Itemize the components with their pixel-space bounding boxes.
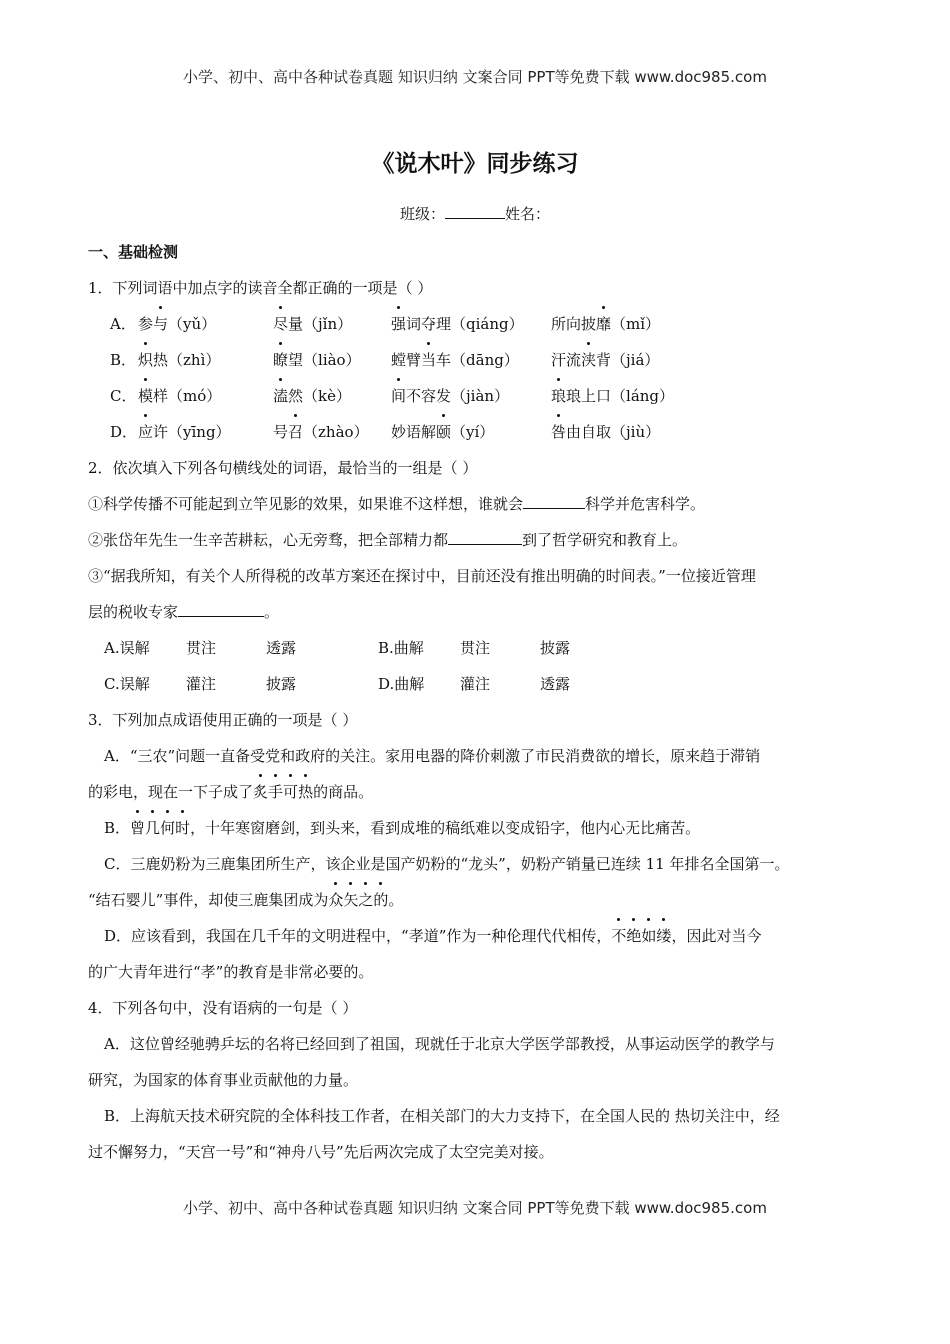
q1-option-label: C．	[110, 387, 137, 405]
q2-option-a-word3: 透露	[266, 639, 297, 657]
emphasis-dot-char: 热	[298, 780, 313, 804]
q2-s3-text: 层的税收专家	[88, 603, 179, 621]
emphasis-dot-char: 炙	[253, 780, 268, 804]
q1-option-label: B．	[110, 351, 137, 369]
emphasis-dot-char: 几	[145, 816, 160, 840]
exercise-content	[88, 236, 878, 1172]
q2-s2-text: ②张岱年先生一生辛苦耕耘，心无旁骛，把全部精力都	[88, 531, 449, 549]
q3-option-a: A．“三农”问题一直备受党和政府的关注。家用电器的降价刺激了市民消费欲的增长，原来趋于滞销	[104, 747, 761, 765]
question-3-stem: 3．下列加点成语使用正确的一项是（ ）	[88, 711, 358, 729]
q1-option-word: 瞭望（liào）	[273, 348, 391, 372]
q1-option-row	[88, 344, 878, 380]
emphasis-dot-char: 强	[391, 312, 406, 336]
emphasis-dot-char: 尽	[273, 312, 288, 336]
q4-option-b-cont: 过不懈努力，“天宫一号”和“神舟八号”先后两次完成了太空完美对接。	[88, 1143, 554, 1161]
name-label: 姓名：	[505, 205, 551, 223]
q2-sentence-1	[88, 488, 878, 524]
emphasis-dot-char: 如	[641, 924, 656, 948]
class-label: 班级：	[399, 205, 445, 223]
q1-option-label: A．	[110, 315, 136, 333]
q2-option-c: C.误解	[104, 675, 150, 693]
q1-option-row	[88, 380, 878, 416]
q1-option-word: 号召（zhào）	[273, 420, 391, 444]
q3-option-c-cont	[88, 884, 878, 920]
q2-blank-3	[178, 601, 264, 617]
q3-a-idiom	[253, 783, 313, 801]
q1-option-word: 所向披靡（mǐ）	[551, 312, 660, 336]
emphasis-dot-char: 不	[611, 924, 626, 948]
q1-option-word: 尽量（jǐn）	[273, 312, 391, 336]
q3-c-idiom	[328, 891, 388, 909]
q2-s1-tail: 科学并危害科学。	[585, 495, 706, 513]
emphasis-dot-char: 何	[160, 816, 175, 840]
emphasis-dot-char: 之	[358, 888, 373, 912]
q3-b-text: ，十年寒窗磨剑，到头来，看到成堆的稿纸难以变成铅字，他内心无比痛苦。	[190, 819, 701, 837]
emphasis-dot-char: 模	[138, 384, 153, 408]
emphasis-dot-char: 瞭	[273, 348, 288, 372]
q3-c-tail: 。	[388, 891, 404, 909]
q1-option-word: 模样（mó）	[138, 384, 273, 408]
emphasis-dot-char: 可	[283, 780, 298, 804]
q1-option-word: 间不容发（jiàn）	[391, 384, 551, 408]
q2-option-a: A.误解	[104, 639, 150, 657]
q1-option-word: 强词夺理（qiáng）	[391, 312, 551, 336]
q3-option-b	[88, 812, 878, 848]
q3-b-label: B．	[104, 819, 131, 837]
q2-option-c-word3: 披露	[266, 675, 297, 693]
emphasis-dot-char: 应	[138, 420, 153, 444]
emphasis-dot-char: 与	[153, 312, 168, 336]
emphasis-dot-char: 靡	[596, 312, 611, 336]
emphasis-dot-char: 咎	[551, 420, 566, 444]
emphasis-dot-char: 颐	[436, 420, 451, 444]
q4-option-a: A．这位曾经驰骋乒坛的名将已经回到了祖国，现就任于北京大学医学部教授，从事运动医学的教学与	[104, 1035, 775, 1053]
q2-s1-text: ①科学传播不可能起到立竿见影的效果，如果谁不这样想，谁就会	[88, 495, 524, 513]
q3-option-c: C．三鹿奶粉为三鹿集团所生产，该企业是国产奶粉的“龙头”，奶粉产销量已连续 11 年排名全国第一。	[104, 855, 790, 873]
emphasis-dot-char: 曾	[130, 816, 145, 840]
emphasis-dot-char: 浃	[581, 348, 596, 372]
q3-d-text: D．应该看到，我国在几千年的文明进程中，“孝道”作为一种伦理代代相传，	[104, 927, 612, 945]
q1-option-word: 螳臂当车（dāng）	[391, 348, 551, 372]
q2-option-b-word2: 贯注	[460, 639, 491, 657]
q1-option-word: 应许（yīng）	[138, 420, 273, 444]
emphasis-dot-char: 当	[421, 348, 436, 372]
q2-sentence-2	[88, 524, 878, 560]
q2-s3-tail: 。	[264, 603, 280, 621]
q3-option-a-cont	[88, 776, 878, 812]
question-4-stem: 4．下列各句中，没有语病的一句是（ ）	[88, 999, 358, 1017]
q2-option-c-word2: 灌注	[186, 675, 217, 693]
class-name-line	[0, 203, 950, 224]
q1-option-word: 参与（yǔ）	[138, 312, 273, 336]
q1-option-word: 炽热（zhì）	[138, 348, 273, 372]
question-1-options	[88, 308, 878, 452]
q2-sentence-3: ③“据我所知，有关个人所得税的改革方案还在探讨中，目前还没有推出明确的时间表。”一位接近管理	[88, 567, 756, 585]
q1-option-row	[88, 416, 878, 452]
emphasis-dot-char: 缕	[656, 924, 671, 948]
emphasis-dot-char: 绝	[626, 924, 641, 948]
q2-option-d-word3: 透露	[540, 675, 571, 693]
section-heading: 一、基础检测	[88, 243, 179, 261]
q2-option-b-word3: 披露	[540, 639, 571, 657]
emphasis-dot-char: 炽	[138, 348, 153, 372]
q2-option-d-word2: 灌注	[460, 675, 491, 693]
q2-sentence-3-cont	[88, 596, 878, 632]
q2-options-ab	[88, 632, 878, 668]
q4-option-b: B．上海航天技术研究院的全体科技工作者，在相关部门的大力支持下，在全国人民的 热切关注中，经	[104, 1107, 780, 1125]
q3-d-tail: ，因此对当今	[671, 927, 762, 945]
q3-option-d-cont: 的广大青年进行“孝”的教育是非常必要的。	[88, 963, 374, 981]
q4-option-a-cont: 研究，为国家的体育事业贡献他的力量。	[88, 1071, 359, 1089]
q1-option-word: 咎由自取（jiù）	[551, 420, 660, 444]
q2-option-d: D.曲解	[378, 675, 425, 693]
emphasis-dot-char: 间	[391, 384, 406, 408]
q2-blank-2	[448, 529, 522, 545]
emphasis-dot-char: 召	[288, 420, 303, 444]
emphasis-dot-char: 时	[175, 816, 190, 840]
q1-option-word: 琅琅上口（láng）	[551, 384, 674, 408]
page-title: 《说木叶》同步练习	[371, 151, 579, 177]
q2-s2-tail: 到了哲学研究和教育上。	[522, 531, 688, 549]
header-banner: 小学、初中、高中各种试卷真题 知识归纳 文案合同 PPT等免费下载 www.doc985.com	[183, 68, 767, 86]
q2-options-cd	[88, 668, 878, 704]
q3-option-d	[88, 920, 878, 956]
question-1-stem: 1．下列词语中加点字的读音全都正确的一项是（ ）	[88, 279, 433, 297]
q3-a-text: 的彩电，现在一下子成了	[88, 783, 254, 801]
class-blank	[445, 203, 505, 219]
q1-option-label: D．	[110, 423, 138, 441]
q3-a-tail: 的商品。	[313, 783, 374, 801]
q2-blank-1	[523, 493, 585, 509]
q2-option-b: B.曲解	[378, 639, 424, 657]
emphasis-dot-char: 手	[268, 780, 283, 804]
emphasis-dot-char: 的	[373, 888, 388, 912]
emphasis-dot-char: 矢	[343, 888, 358, 912]
q1-option-row	[88, 308, 878, 344]
footer-banner: 小学、初中、高中各种试卷真题 知识归纳 文案合同 PPT等免费下载 www.doc985.com	[183, 1199, 767, 1217]
q1-option-word: 妙语解颐（yí）	[391, 420, 551, 444]
emphasis-dot-char: 溘	[273, 384, 288, 408]
emphasis-dot-char: 众	[328, 888, 343, 912]
q3-c-text: “结石婴儿”事件，却使三鹿集团成为	[88, 891, 329, 909]
q1-option-word: 汗流浃背（jiá）	[551, 348, 659, 372]
q2-option-a-word2: 贯注	[186, 639, 217, 657]
question-2-stem: 2．依次填入下列各句横线处的词语，最恰当的一组是（ ）	[88, 459, 478, 477]
q3-b-idiom	[130, 819, 190, 837]
q3-d-idiom	[611, 927, 671, 945]
q1-option-word: 溘然（kè）	[273, 384, 391, 408]
emphasis-dot-char: 琅	[551, 384, 566, 408]
